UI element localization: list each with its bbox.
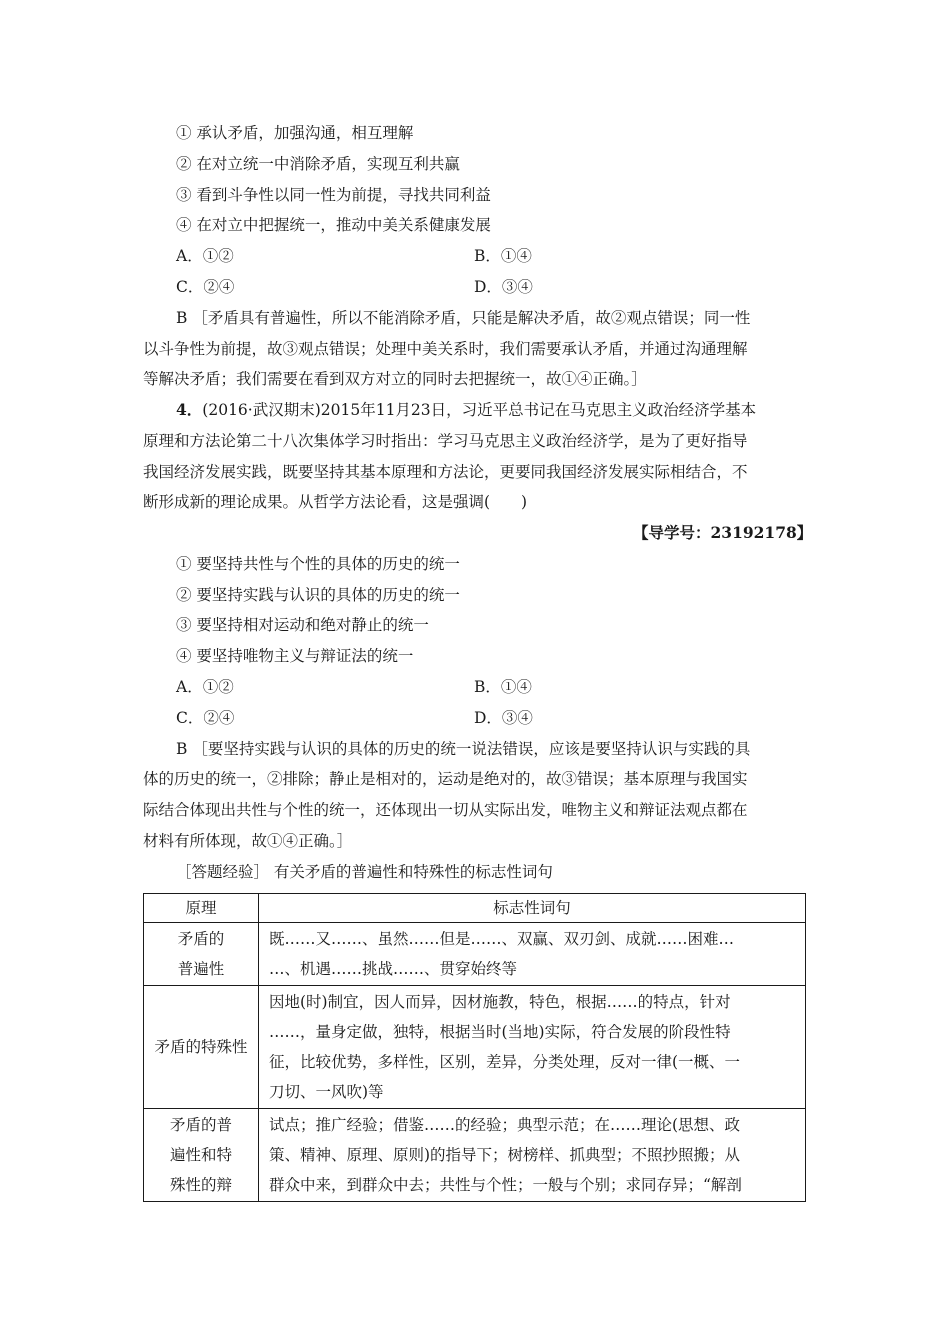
q3-answer-line-2: 以斗争性为前提，故③观点错误；处理中美关系时，我们需要承认矛盾，并通过沟通理解 <box>143 340 748 358</box>
phrase-line: 群众中来，到群众中去；共性与个性；一般与个别；求同存异；“解剖 <box>269 1176 742 1194</box>
q4-answer-line-3: 际结合体现出共性与个性的统一，还体现出一切从实际出发，唯物主义和辩证法观点都在 <box>143 801 748 819</box>
phrases-cell <box>259 1109 806 1202</box>
header-principle: 原理 <box>144 894 259 923</box>
q4-stem-line-1 <box>176 399 756 421</box>
q3-choice-a: A．①② <box>176 247 234 265</box>
phrase-line: 既……又……、虽然……但是……、双赢、双刃剑、成就……困难… <box>269 930 735 948</box>
table-header-row <box>144 894 806 923</box>
principle-line: 矛盾的普 <box>169 1116 232 1134</box>
phrase-table <box>143 893 806 1202</box>
q3-option-1: ① 承认矛盾，加强沟通，相互理解 <box>176 124 414 142</box>
principle-line: 普遍性 <box>177 960 225 978</box>
principle-cell <box>144 923 259 986</box>
q4-option-3: ③ 要坚持相对运动和绝对静止的统一 <box>176 616 429 634</box>
header-phrases: 标志性词句 <box>259 894 806 923</box>
q4-number: 4． <box>176 400 203 419</box>
q3-option-2: ② 在对立统一中消除矛盾，实现互利共赢 <box>176 155 460 173</box>
principle-line: 矛盾的特殊性 <box>154 1038 248 1056</box>
q3-choice-c: C．②④ <box>176 278 235 296</box>
q3-choice-b: B．①④ <box>474 247 532 265</box>
phrase-line: 刀切、一风吹)等 <box>269 1083 384 1101</box>
q4-stem-text: (2016·武汉期末)2015年11月23日，习近平总书记在马克思主义政治经济学基本 <box>202 401 757 419</box>
phrases-cell <box>259 923 806 986</box>
tip-heading: ［答题经验］ 有关矛盾的普遍性和特殊性的标志性词句 <box>176 863 553 881</box>
phrase-line: ……，量身定做，独特，根据当时(当地)实际，符合发展的阶段性特 <box>269 1023 731 1041</box>
q4-option-1: ① 要坚持共性与个性的具体的历史的统一 <box>176 555 460 573</box>
table-row <box>144 1109 806 1202</box>
q4-stem-line-4: 断形成新的理论成果。从哲学方法论看，这是强调( ) <box>143 493 528 511</box>
principle-line: 遍性和特 <box>169 1146 232 1164</box>
phrase-line: 策、精神、原理、原则)的指导下；树榜样、抓典型；不照抄照搬；从 <box>269 1146 741 1164</box>
q4-stem-line-3: 我国经济发展实践，既要坚持其基本原理和方法论，更要同我国经济发展实际相结合，不 <box>143 463 748 481</box>
q4-option-2: ② 要坚持实践与认识的具体的历史的统一 <box>176 586 460 604</box>
principle-cell <box>144 986 259 1109</box>
phrases-cell <box>259 986 806 1109</box>
principle-cell <box>144 1109 259 1202</box>
q3-answer-line-3: 等解决矛盾；我们需要在看到双方对立的同时去把握统一，故①④正确。］ <box>143 370 647 388</box>
principle-line: 矛盾的 <box>177 930 225 948</box>
q3-option-3: ③ 看到斗争性以同一性为前提，寻找共同利益 <box>176 186 491 204</box>
phrase-line: 因地(时)制宜，因人而异，因材施教，特色，根据……的特点，针对 <box>269 993 731 1011</box>
q4-answer-line-2: 体的历史的统一，②排除；静止是相对的，运动是绝对的，故③错误；基本原理与我国实 <box>143 770 748 788</box>
principle-line: 殊性的辩 <box>169 1176 232 1194</box>
q4-choice-c: C．②④ <box>176 709 235 727</box>
table-row <box>144 923 806 986</box>
q4-choice-d: D．③④ <box>474 709 533 727</box>
q4-answer-line-4: 材料有所体现，故①④正确。］ <box>143 832 353 850</box>
phrase-line: 试点；推广经验；借鉴……的经验；典型示范；在……理论(思想、政 <box>269 1116 741 1134</box>
q4-stem-line-2: 原理和方法论第二十八次集体学习时指出：学习马克思主义政治经济学，是为了更好指导 <box>143 432 748 450</box>
q3-option-4: ④ 在对立中把握统一，推动中美关系健康发展 <box>176 216 491 234</box>
q4-choice-b: B．①④ <box>474 678 532 696</box>
phrase-line: …、机遇……挑战……、贯穿始终等 <box>269 960 518 978</box>
q4-choice-a: A．①② <box>176 678 234 696</box>
phrase-line: 征，比较优势，多样性，区别，差异，分类处理，反对一律(一概、一 <box>269 1053 741 1071</box>
q4-reference-number: 【导学号：23192178】 <box>633 523 813 542</box>
table-row <box>144 986 806 1109</box>
q3-answer-line-1: B ［矛盾具有普遍性，所以不能消除矛盾，只能是解决矛盾，故②观点错误；同一性 <box>176 309 751 327</box>
q4-answer-line-1: B ［要坚持实践与认识的具体的历史的统一说法错误，应该是要坚持认识与实践的具 <box>176 740 751 758</box>
q4-option-4: ④ 要坚持唯物主义与辩证法的统一 <box>176 647 414 665</box>
q3-choice-d: D．③④ <box>474 278 533 296</box>
